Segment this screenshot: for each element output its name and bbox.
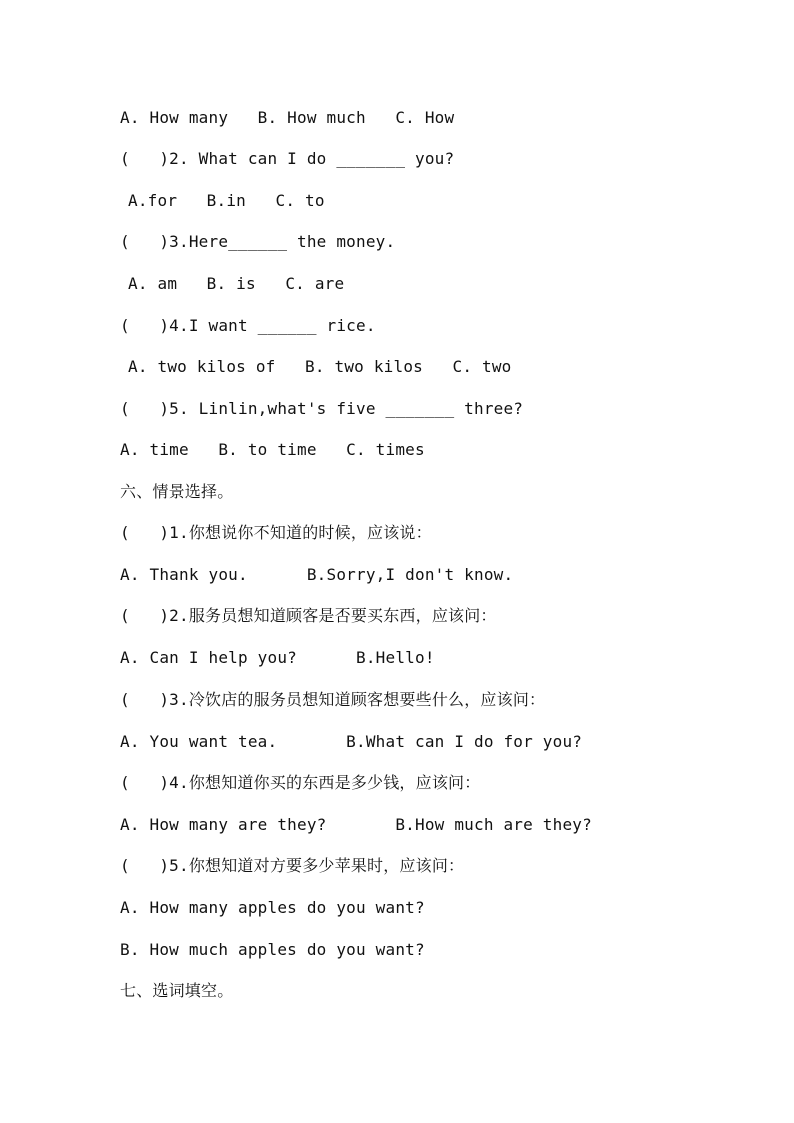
s6-q4-question: ( )4.你想知道你买的东西是多少钱，应该问： [120, 773, 481, 792]
q2-options: A.for B.in C. to [128, 191, 325, 210]
section-seven-heading: 七、选词填空。 [120, 981, 234, 1000]
s6-q2-options: A. Can I help you? B.Hello! [120, 648, 435, 667]
s6-q1-options: A. Thank you. B.Sorry,I don't know. [120, 565, 514, 584]
q2-question: ( )2. What can I do _______ you? [120, 149, 455, 168]
q5-question: ( )5. Linlin,what's five _______ three? [120, 399, 524, 418]
q5-options: A. time B. to time C. times [120, 440, 425, 459]
s6-q5-question: ( )5.你想知道对方要多少苹果时，应该问： [120, 856, 465, 875]
s6-q5-option-b: B. How much apples do you want? [120, 940, 425, 959]
s6-q3-question: ( )3.冷饮店的服务员想知道顾客想要些什么，应该问： [120, 690, 546, 709]
s6-q5-option-a: A. How many apples do you want? [120, 898, 425, 917]
q3-question: ( )3.Here______ the money. [120, 232, 396, 251]
s6-q2-question: ( )2.服务员想知道顾客是否要买东西，应该问： [120, 606, 497, 625]
s6-q1-question: ( )1.你想说你不知道的时候，应该说： [120, 523, 432, 542]
s6-q4-options: A. How many are they? B.How much are they? [120, 815, 592, 834]
q1-options: A. How many B. How much C. How [120, 108, 455, 127]
s6-q3-options: A. You want tea. B.What can I do for you? [120, 732, 583, 751]
section-six-heading: 六、情景选择。 [120, 482, 234, 501]
q4-options: A. two kilos of B. two kilos C. two [128, 357, 512, 376]
q3-options: A. am B. is C. are [128, 274, 345, 293]
q4-question: ( )4.I want ______ rice. [120, 316, 376, 335]
